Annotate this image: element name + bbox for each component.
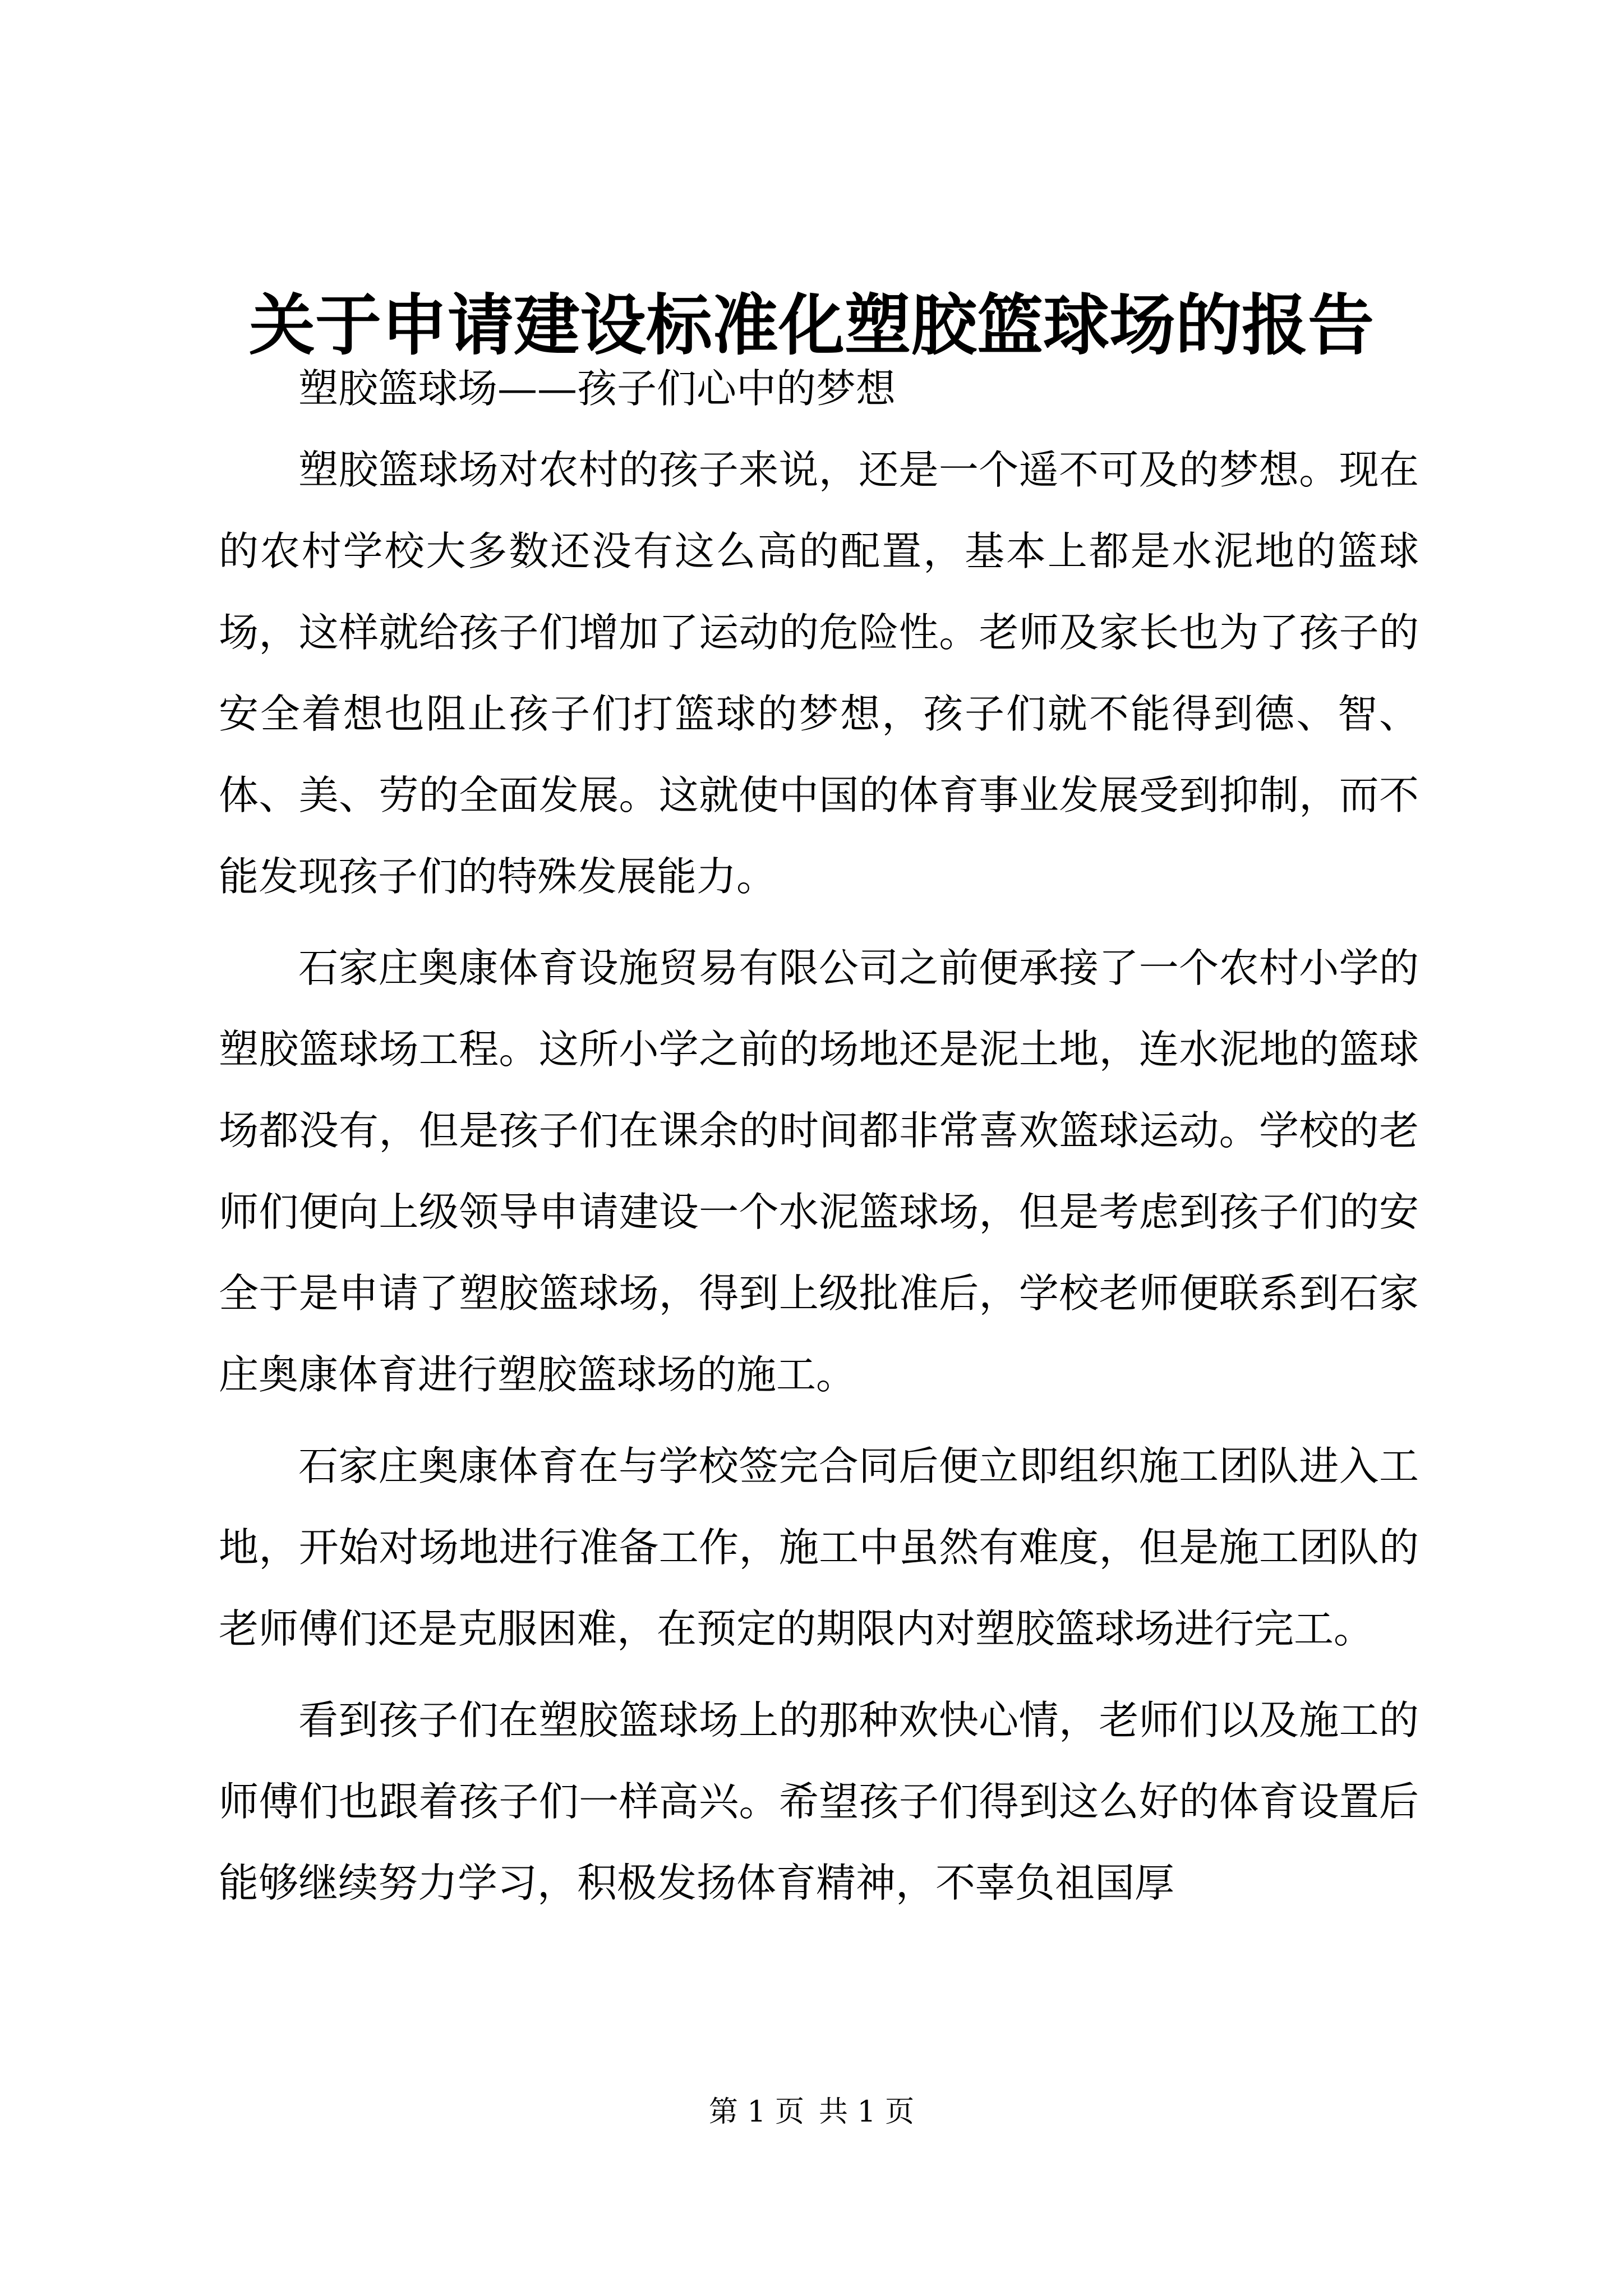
page-number: 第 1 页 [708, 2095, 804, 2129]
paragraph-4: 看到孩子们在塑胶篮球场上的那种欢快心情，老师们以及施工的师傅们也跟着孩子们一样高兴。希望孩子们得到这么好的体育设置后能够继续努力学习，积极发扬体育精神，不辜负祖国厚 [219, 1697, 1419, 1906]
paragraph-2: 石家庄奥康体育设施贸易有限公司之前便承接了一个农村小学的塑胶篮球场工程。这所小学之前的场地还是泥土地，连水泥地的篮球场都没有，但是孩子们在课余的时间都非常喜欢篮球运动。学校的老师们便向上级领导申请建设一个水泥篮球场，但是考虑到孩子们的安全于是申请了塑胶篮球场，得到上级批准后，学校老师便联系到石家庄奥康体育进行塑胶篮球场的施工。 [219, 945, 1419, 1398]
document-body [219, 351, 1419, 1924]
page-footer [0, 2092, 1623, 2132]
document-subtitle: 塑胶篮球场——孩子们心中的梦想 [298, 365, 896, 412]
paragraph-1: 塑胶篮球场对农村的孩子来说，还是一个遥不可及的梦想。现在的农村学校大多数还没有这么高的配置，基本上都是水泥地的篮球场，这样就给孩子们增加了运动的危险性。老师及家长也为了孩子的安全着想也阻止孩子们打篮球的梦想，孩子们就不能得到德、智、体、美、劳的全面发展。这就使中国的体育事业发展受到抑制，而不能发现孩子们的特殊发展能力。 [219, 447, 1419, 900]
document-title: 关于申请建设标准化塑胶篮球场的报告 [248, 286, 1374, 364]
page-total: 共 1 页 [819, 2095, 915, 2129]
paragraph-3: 石家庄奥康体育在与学校签完合同后便立即组织施工团队进入工地，开始对场地进行准备工作，施工中虽然有难度，但是施工团队的老师傅们还是克服困难，在预定的期限内对塑胶篮球场进行完工。 [219, 1443, 1419, 1652]
